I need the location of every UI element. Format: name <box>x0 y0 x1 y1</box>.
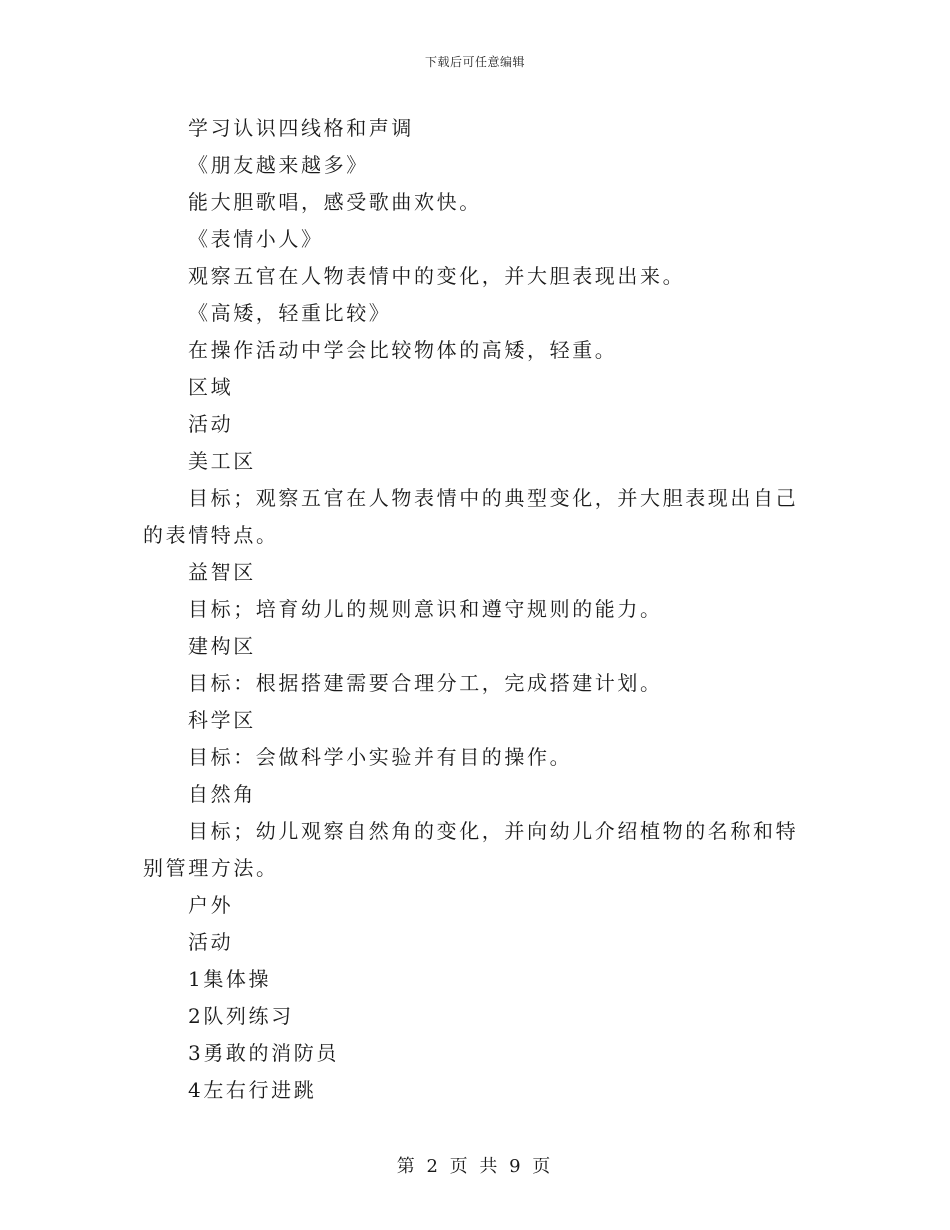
paragraph: 活动 <box>188 412 234 436</box>
paragraph: 活动 <box>188 930 234 954</box>
paragraph: 户外 <box>188 893 234 917</box>
document-body <box>143 110 803 1109</box>
paragraph: 目标；观察五官在人物表情中的典型变化，并大胆表现出自己的表情特点。 <box>143 486 799 547</box>
paragraph: 1集体操 <box>188 967 272 991</box>
page-header: 下载后可任意编辑 <box>424 55 525 69</box>
paragraph: 在操作活动中学会比较物体的高矮，轻重。 <box>188 338 618 362</box>
paragraph: 目标：根据搭建需要合理分工，完成搭建计划。 <box>188 671 663 695</box>
paragraph: 自然角 <box>188 782 256 806</box>
paragraph: 4左右行进跳 <box>188 1078 317 1102</box>
paragraph: 目标：会做科学小实验并有目的操作。 <box>188 745 573 769</box>
page-footer: 第 2 页 共 9 页 <box>396 1156 554 1177</box>
paragraph: 能大胆歌唱，感受歌曲欢快。 <box>188 190 482 214</box>
paragraph: 3勇敢的消防员 <box>188 1041 339 1065</box>
paragraph: 科学区 <box>188 708 256 732</box>
paragraph: 《高矮，轻重比较》 <box>188 301 392 325</box>
paragraph: 目标；培育幼儿的规则意识和遵守规则的能力。 <box>188 597 663 621</box>
paragraph: 区域 <box>188 375 234 399</box>
paragraph: 建构区 <box>188 634 256 658</box>
paragraph: 益智区 <box>188 560 256 584</box>
paragraph: 《朋友越来越多》 <box>188 153 369 177</box>
paragraph: 观察五官在人物表情中的变化，并大胆表现出来。 <box>188 264 686 288</box>
paragraph: 《表情小人》 <box>188 227 324 251</box>
paragraph: 学习认识四线格和声调 <box>188 116 414 140</box>
paragraph: 目标；幼儿观察自然角的变化，并向幼儿介绍植物的名称和特别管理方法。 <box>143 819 799 880</box>
paragraph: 美工区 <box>188 449 256 473</box>
paragraph: 2队列练习 <box>188 1004 294 1028</box>
